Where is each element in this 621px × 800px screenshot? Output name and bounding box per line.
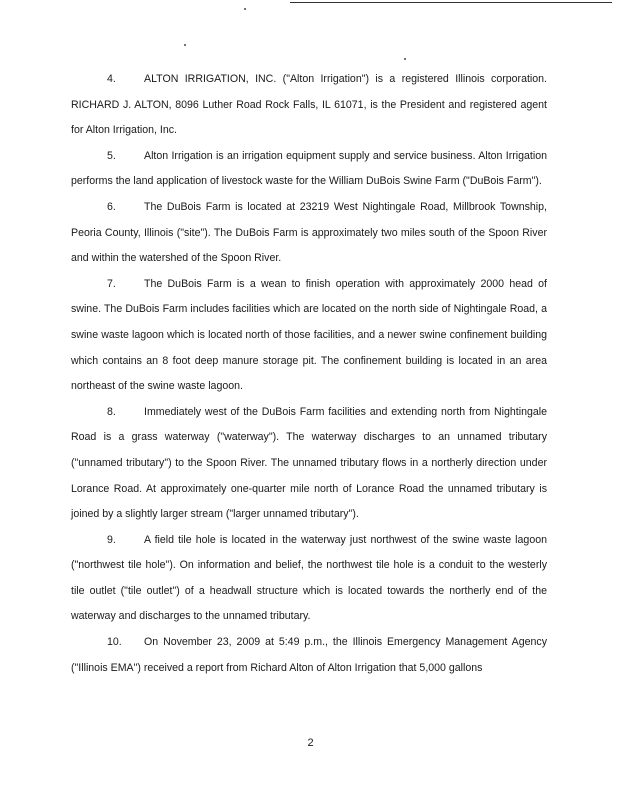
paragraph-5	[71, 144, 547, 195]
paragraph-6	[71, 195, 547, 272]
paragraph-number: 5.	[107, 149, 116, 162]
paragraph-text: On November 23, 2009 at 5:49 p.m., the Illinois Emergency Management Agency ("Illinois EMA") received a report from Richard Alton of Alton Irrigation that 5,000 gallons	[71, 636, 547, 674]
paragraph-text: The DuBois Farm is a wean to finish operation with approximately 2000 head of swine. The DuBois Farm includes facilities which are located on the north side of Nightingale Road, a swine waste lagoon which is located north of those facilities, and a newer swine confinement building which contains an 8 foot deep manure storage pit. The confinement building is located in an area northeast of the swine waste lagoon.	[71, 277, 547, 393]
paragraph-4	[71, 67, 547, 144]
page-number: 2	[307, 737, 314, 749]
paragraph-text: Immediately west of the DuBois Farm facilities and extending north from Nightingale Road is a grass waterway ("waterway"). The waterway discharges to an unnamed tributary ("unnamed tributary") to the Spoon River. The unnamed tributary flows in a northerly direction under Lorance Road. At approximately one-quarter mile north of Lorance Road the unnamed tributary is joined by a slightly larger stream ("larger unnamed tributary").	[71, 405, 547, 521]
paragraph-7	[71, 272, 547, 400]
top-border-line	[290, 2, 612, 3]
scan-speck	[404, 58, 406, 60]
paragraph-text: ALTON IRRIGATION, INC. ("Alton Irrigation") is a registered Illinois corporation. RICHARD J. ALTON, 8096 Luther Road Rock Falls, IL 61071, is the President and registered agent for Alton Irrigation, Inc.	[71, 73, 547, 137]
paragraph-text: The DuBois Farm is located at 23219 West Nightingale Road, Millbrook Township, Peoria County, Illinois ("site"). The DuBois Farm is approximately two miles south of the Spoon River and within the watershed of the Spoon River.	[71, 200, 547, 265]
document-body	[71, 67, 547, 681]
paragraph-number: 7.	[107, 277, 116, 290]
paragraph-number: 8.	[107, 405, 116, 418]
paragraph-number: 10.	[107, 636, 122, 649]
paragraph-text: Alton Irrigation is an irrigation equipment supply and service business. Alton Irrigation performs the land application of livestock waste for the William DuBois Swine Farm ("DuBois Farm").	[71, 149, 547, 188]
paragraph-number: 6.	[107, 200, 116, 213]
scan-speck	[184, 44, 186, 46]
paragraph-9	[71, 528, 547, 630]
scan-speck	[244, 8, 246, 10]
paragraph-number: 9.	[107, 533, 116, 546]
paragraph-8	[71, 400, 547, 528]
paragraph-10	[71, 630, 547, 681]
paragraph-text: A field tile hole is located in the waterway just northwest of the swine waste lagoon ("northwest tile hole"). On information and belief, the northwest tile hole is a conduit to the westerly tile outlet ("tile outlet") of a headwall structure which is located towards the northerly end of the waterway and discharges to the unnamed tributary.	[71, 533, 547, 623]
paragraph-number: 4.	[107, 73, 116, 85]
